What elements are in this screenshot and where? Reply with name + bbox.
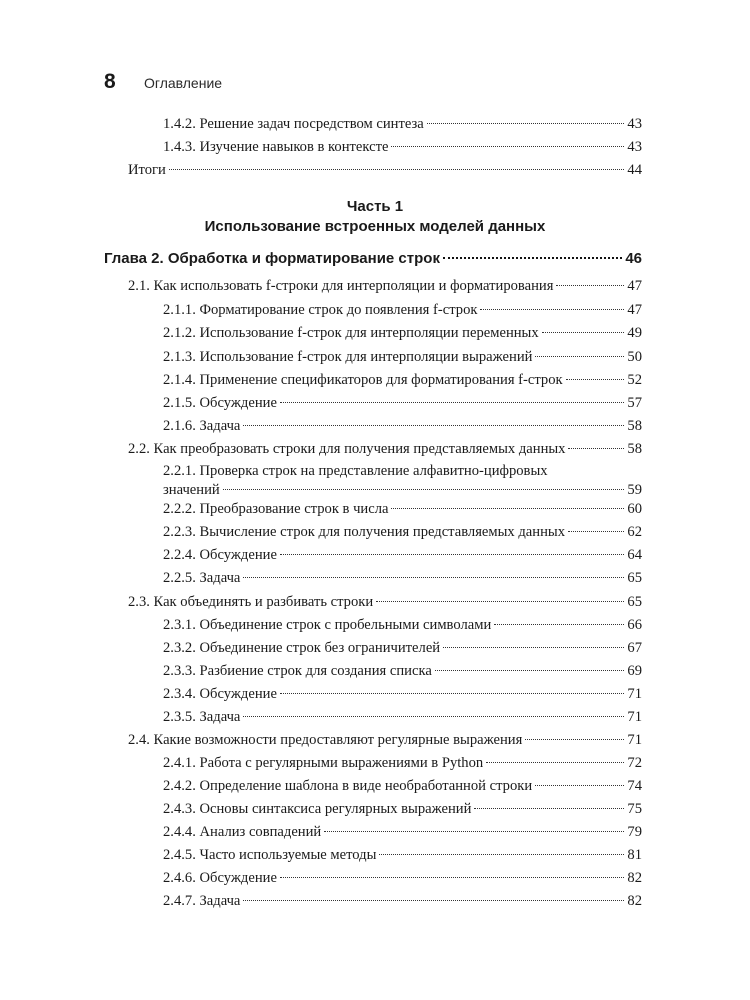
toc-entry-title: 2.4.3. Основы синтаксиса регулярных выражений: [163, 801, 472, 817]
toc-entry-title: 2.1.2. Использование f-строк для интерполяции переменных: [163, 325, 539, 341]
toc-entry-page: 71: [627, 686, 642, 702]
toc-entry-title: 2.1.1. Форматирование строк до появления f-строк: [163, 302, 478, 318]
toc-entry-page: 50: [627, 349, 642, 365]
dot-leader: [223, 489, 625, 490]
dot-leader: [243, 577, 624, 578]
toc-entry-page: 74: [627, 778, 642, 794]
dot-leader: [391, 146, 624, 147]
toc-entry-title: Итоги: [128, 162, 166, 178]
toc-entry-page: 65: [627, 570, 642, 586]
toc-subsection-2-4-7[interactable]: [163, 892, 642, 910]
dot-leader: [525, 739, 624, 740]
dot-leader: [568, 531, 624, 532]
toc-subsection-2-3-1[interactable]: [163, 616, 642, 634]
toc-entry-title: 2.3.2. Объединение строк без ограничителей: [163, 640, 441, 656]
chapter-title: Глава 2. Обработка и форматирование строк: [104, 250, 440, 267]
toc-entry-title: 2.4.4. Анализ совпадений: [163, 824, 322, 840]
toc-entry-title: 2.3.4. Обсуждение: [163, 686, 277, 702]
toc-entry-page: 60: [627, 501, 642, 517]
toc-entry-page: 58: [627, 441, 642, 457]
toc-entry-title: 2.2.4. Обсуждение: [163, 547, 277, 563]
toc-entry-page: 64: [627, 547, 642, 563]
toc-subsection-2-4-6[interactable]: [163, 869, 642, 887]
toc-subsection-2-3-2[interactable]: [163, 639, 642, 657]
toc-entry-page: 66: [627, 617, 642, 633]
toc-entry-title-line1: 2.2.1. Проверка строк на представление алфавитно-цифровых: [163, 463, 548, 479]
toc-entry-title: 2.4.7. Задача: [163, 893, 241, 909]
toc-subsection-2-1-3[interactable]: [163, 348, 642, 366]
dot-leader: [243, 900, 624, 901]
toc-entry-page: 82: [627, 870, 642, 886]
toc-subsection-2-1-4[interactable]: [163, 371, 642, 389]
dot-leader: [542, 332, 625, 333]
toc-entry-page: 69: [627, 663, 642, 679]
toc-subsection-2-4-5[interactable]: [163, 846, 642, 864]
toc-entry-page: 47: [627, 278, 642, 294]
dot-leader: [443, 647, 624, 648]
toc-entry-title: 2.4.6. Обсуждение: [163, 870, 277, 886]
toc-entry-itogi[interactable]: [128, 161, 642, 179]
page-number: 8: [104, 70, 116, 93]
toc-entry-title: 1.4.3. Изучение навыков в контексте: [163, 139, 389, 155]
toc-entry-title: 2.2.3. Вычисление строк для получения представляемых данных: [163, 524, 565, 540]
toc-entry-page: 43: [627, 139, 642, 155]
page-header: [104, 70, 222, 94]
toc-section-2-2[interactable]: [128, 440, 642, 458]
toc-entry-page: 44: [627, 162, 642, 178]
running-title: Оглавление: [144, 75, 223, 91]
toc-subsection-2-1-2[interactable]: [163, 324, 642, 342]
toc-subsection-2-2-5[interactable]: [163, 569, 642, 587]
toc-chapter-2[interactable]: [104, 250, 642, 268]
toc-entry-page: 71: [627, 709, 642, 725]
dot-leader: [568, 448, 624, 449]
toc-entry-title: 2.3.5. Задача: [163, 709, 241, 725]
toc-section-2-1[interactable]: [128, 277, 642, 295]
dot-leader: [243, 425, 624, 426]
toc-entry-page: 49: [627, 325, 642, 341]
toc-entry-page: 82: [627, 893, 642, 909]
toc-subsection-2-3-4[interactable]: [163, 685, 642, 703]
dot-leader: [280, 693, 624, 694]
toc-entry-page: 43: [627, 116, 642, 132]
toc-entry-title: 2.2. Как преобразовать строки для получения представляемых данных: [128, 441, 566, 457]
toc-entry-line2: [163, 481, 642, 500]
toc-subsection-2-2-2[interactable]: [163, 500, 642, 518]
dot-leader: [474, 808, 624, 809]
dot-leader: [535, 356, 624, 357]
toc-subsection-2-4-2[interactable]: [163, 777, 642, 795]
dot-leader: [243, 716, 624, 717]
toc-entry-page: 79: [627, 824, 642, 840]
toc-subsection-2-4-4[interactable]: [163, 823, 642, 841]
toc-entry-title: 2.4.2. Определение шаблона в виде необработанной строки: [163, 778, 533, 794]
dot-leader: [379, 854, 624, 855]
toc-entry-title: 2.1.5. Обсуждение: [163, 395, 277, 411]
dot-leader: [280, 402, 624, 403]
chapter-page: 46: [625, 250, 642, 267]
toc-entry-page: 59: [627, 482, 642, 498]
toc-entry-title: 2.4.1. Работа с регулярными выражениями в Python: [163, 755, 484, 771]
toc-subsection-2-2-3[interactable]: [163, 523, 642, 541]
toc-subsection-2-1-6[interactable]: [163, 417, 642, 435]
toc-entry-title: 2.1. Как использовать f-строки для интерполяции и форматирования: [128, 278, 554, 294]
toc-entry-title-line2: значений: [163, 482, 220, 498]
toc-entry-title: 1.4.2. Решение задач посредством синтеза: [163, 116, 424, 132]
toc-subsection-2-3-3[interactable]: [163, 662, 642, 680]
dot-leader: [535, 785, 624, 786]
toc-entry-title: 2.1.3. Использование f-строк для интерполяции выражений: [163, 349, 533, 365]
toc-entry-page: 75: [627, 801, 642, 817]
toc-subsection-2-1-5[interactable]: [163, 394, 642, 412]
toc-section-2-4[interactable]: [128, 731, 642, 749]
part-title: Использование встроенных моделей данных: [204, 218, 546, 235]
toc-entry-page: 58: [627, 418, 642, 434]
toc-entry-page: 67: [627, 640, 642, 656]
dot-leader: [391, 508, 624, 509]
toc-entry-page: 81: [627, 847, 642, 863]
dot-leader: [280, 877, 624, 878]
toc-entry-page: 57: [627, 395, 642, 411]
toc-entry-page: 52: [627, 372, 642, 388]
toc-entry-1-4-2[interactable]: [163, 115, 642, 133]
toc-entry-page: 62: [627, 524, 642, 540]
dot-leader: [480, 309, 624, 310]
toc-subsection-2-2-4[interactable]: [163, 546, 642, 564]
dot-leader: [556, 285, 624, 286]
toc-subsection-2-3-5[interactable]: [163, 708, 642, 726]
dot-leader: [376, 601, 624, 602]
toc-entry-title: 2.2.2. Преобразование строк в числа: [163, 501, 389, 517]
toc-entry-page: 72: [627, 755, 642, 771]
toc-entry-1-4-3[interactable]: [163, 138, 642, 156]
toc-entry-title: 2.3. Как объединять и разбивать строки: [128, 594, 374, 610]
toc-entry-page: 65: [627, 594, 642, 610]
toc-subsection-2-4-1[interactable]: [163, 754, 642, 772]
toc-section-2-3[interactable]: [128, 593, 642, 611]
toc-entry-page: 47: [627, 302, 642, 318]
toc-entry-title: 2.4.5. Часто используемые методы: [163, 847, 377, 863]
dot-leader: [443, 257, 622, 259]
part-label: Часть 1: [346, 198, 404, 215]
toc-entry-title: 2.3.1. Объединение строк с пробельными символами: [163, 617, 492, 633]
toc-entry-page: 71: [627, 732, 642, 748]
dot-leader: [494, 624, 624, 625]
dot-leader: [280, 554, 624, 555]
toc-entry-title: 2.4. Какие возможности предоставляют регулярные выражения: [128, 732, 523, 748]
toc-subsection-2-4-3[interactable]: [163, 800, 642, 818]
dot-leader: [486, 762, 624, 763]
toc-subsection-2-1-1[interactable]: [163, 301, 642, 319]
dot-leader: [324, 831, 624, 832]
dot-leader: [566, 379, 625, 380]
toc-entry-title: 2.3.3. Разбиение строк для создания списка: [163, 663, 432, 679]
dot-leader: [435, 670, 625, 671]
toc-entry-title: 2.1.4. Применение спецификаторов для форматирования f-строк: [163, 372, 563, 388]
toc-entry-title: 2.1.6. Задача: [163, 418, 241, 434]
dot-leader: [169, 169, 625, 170]
toc-subsection-2-2-1[interactable]: [163, 462, 642, 500]
dot-leader: [427, 123, 625, 124]
toc-entry-title: 2.2.5. Задача: [163, 570, 241, 586]
